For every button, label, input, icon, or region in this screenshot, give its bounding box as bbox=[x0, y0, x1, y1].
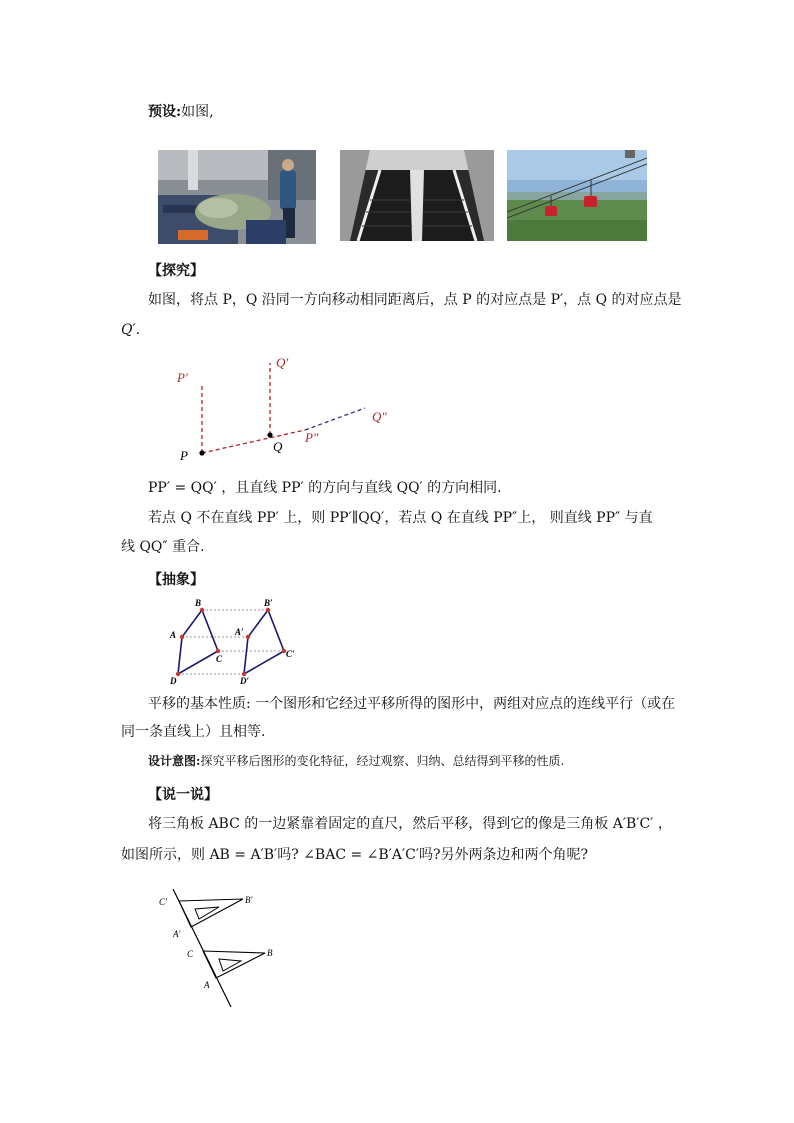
preset-text: 如图, bbox=[181, 104, 214, 120]
triangle-ruler-figure bbox=[155, 885, 285, 1010]
explore-intro-line2: Q′. bbox=[121, 322, 141, 338]
cable-car-photo bbox=[507, 150, 647, 241]
design-text: 探究平移后图形的变化特征，经过观察、归纳、总结得到平移的性质. bbox=[200, 754, 565, 768]
label-a1: A′ bbox=[235, 627, 244, 637]
escalator-photo bbox=[340, 150, 494, 241]
label-q2: Q″ bbox=[372, 409, 387, 424]
baggage-conveyor-photo bbox=[158, 150, 316, 244]
label-b: B bbox=[195, 598, 202, 608]
label-b1: B′ bbox=[264, 598, 273, 608]
label-c: C bbox=[216, 654, 223, 664]
label-a: A bbox=[204, 980, 210, 990]
label-p: P bbox=[180, 448, 188, 463]
label-a: A bbox=[170, 630, 177, 640]
design-intent bbox=[148, 752, 564, 769]
triangle-a1b1c1 bbox=[179, 899, 243, 927]
design-label: 设计意图: bbox=[148, 754, 201, 768]
quad-a1b1c1d1 bbox=[244, 610, 284, 674]
explore-line5: 线 QQ″ 重合. bbox=[121, 539, 205, 555]
triangle-abc-inner bbox=[219, 959, 241, 971]
label-p1: P′ bbox=[177, 370, 188, 385]
preset-line bbox=[148, 102, 214, 122]
label-d1: D′ bbox=[240, 676, 250, 686]
quad-abcd bbox=[178, 610, 218, 674]
preset-label: 预设: bbox=[148, 104, 182, 120]
label-a1: A′ bbox=[173, 929, 181, 939]
property-line1: 平移的基本性质: 一个图形和它经过平移所得的图形中，两组对应点的连线平行（或在 bbox=[148, 696, 676, 712]
discuss-heading: 【说一说】 bbox=[148, 787, 218, 803]
explore-line4: 若点 Q 不在直线 PP′ 上，则 PP′∥QQ′，若点 Q 在直线 PP″上， 则直线 PP″ 与直 bbox=[148, 510, 653, 526]
label-c1: C′ bbox=[286, 649, 295, 659]
label-b1: B′ bbox=[245, 895, 253, 905]
triangle-a1b1c1-inner bbox=[195, 907, 219, 919]
explore-intro-line1: 如图，将点 P，Q 沿同一方向移动相同距离后，点 P 的对应点是 P′，点 Q 的对应点是 bbox=[148, 292, 682, 308]
quadrilateral-translation-figure bbox=[160, 595, 305, 690]
point-q-dot bbox=[267, 432, 272, 437]
abstract-heading: 【抽象】 bbox=[148, 572, 204, 588]
label-q: Q bbox=[273, 439, 283, 454]
property-line2: 同一条直线上）且相等. bbox=[121, 724, 266, 740]
point-translation-figure bbox=[165, 345, 405, 470]
discuss-line2: 如图所示，则 AB = A′B′吗? ∠BAC = ∠B′A′C′吗?另外两条边和两个角呢? bbox=[121, 847, 589, 863]
label-c1: C′ bbox=[159, 897, 167, 907]
label-b: B bbox=[267, 948, 273, 958]
explore-heading: 【探究】 bbox=[148, 263, 204, 279]
discuss-line1: 将三角板 ABC 的一边紧靠着固定的直尺，然后平移，得到它的像是三角板 A′B′C′ ， bbox=[148, 816, 672, 832]
explore-line3: PP′ = QQ′ ，且直线 PP′ 的方向与直线 QQ′ 的方向相同. bbox=[148, 480, 502, 496]
label-p2: P″ bbox=[305, 430, 319, 445]
label-d: D bbox=[170, 676, 177, 686]
segment-pp2-red bbox=[202, 430, 305, 453]
point-p-dot bbox=[199, 450, 204, 455]
label-c: C bbox=[187, 949, 194, 959]
segment-pp2-blue bbox=[305, 408, 365, 430]
label-q1: Q′ bbox=[276, 355, 289, 370]
